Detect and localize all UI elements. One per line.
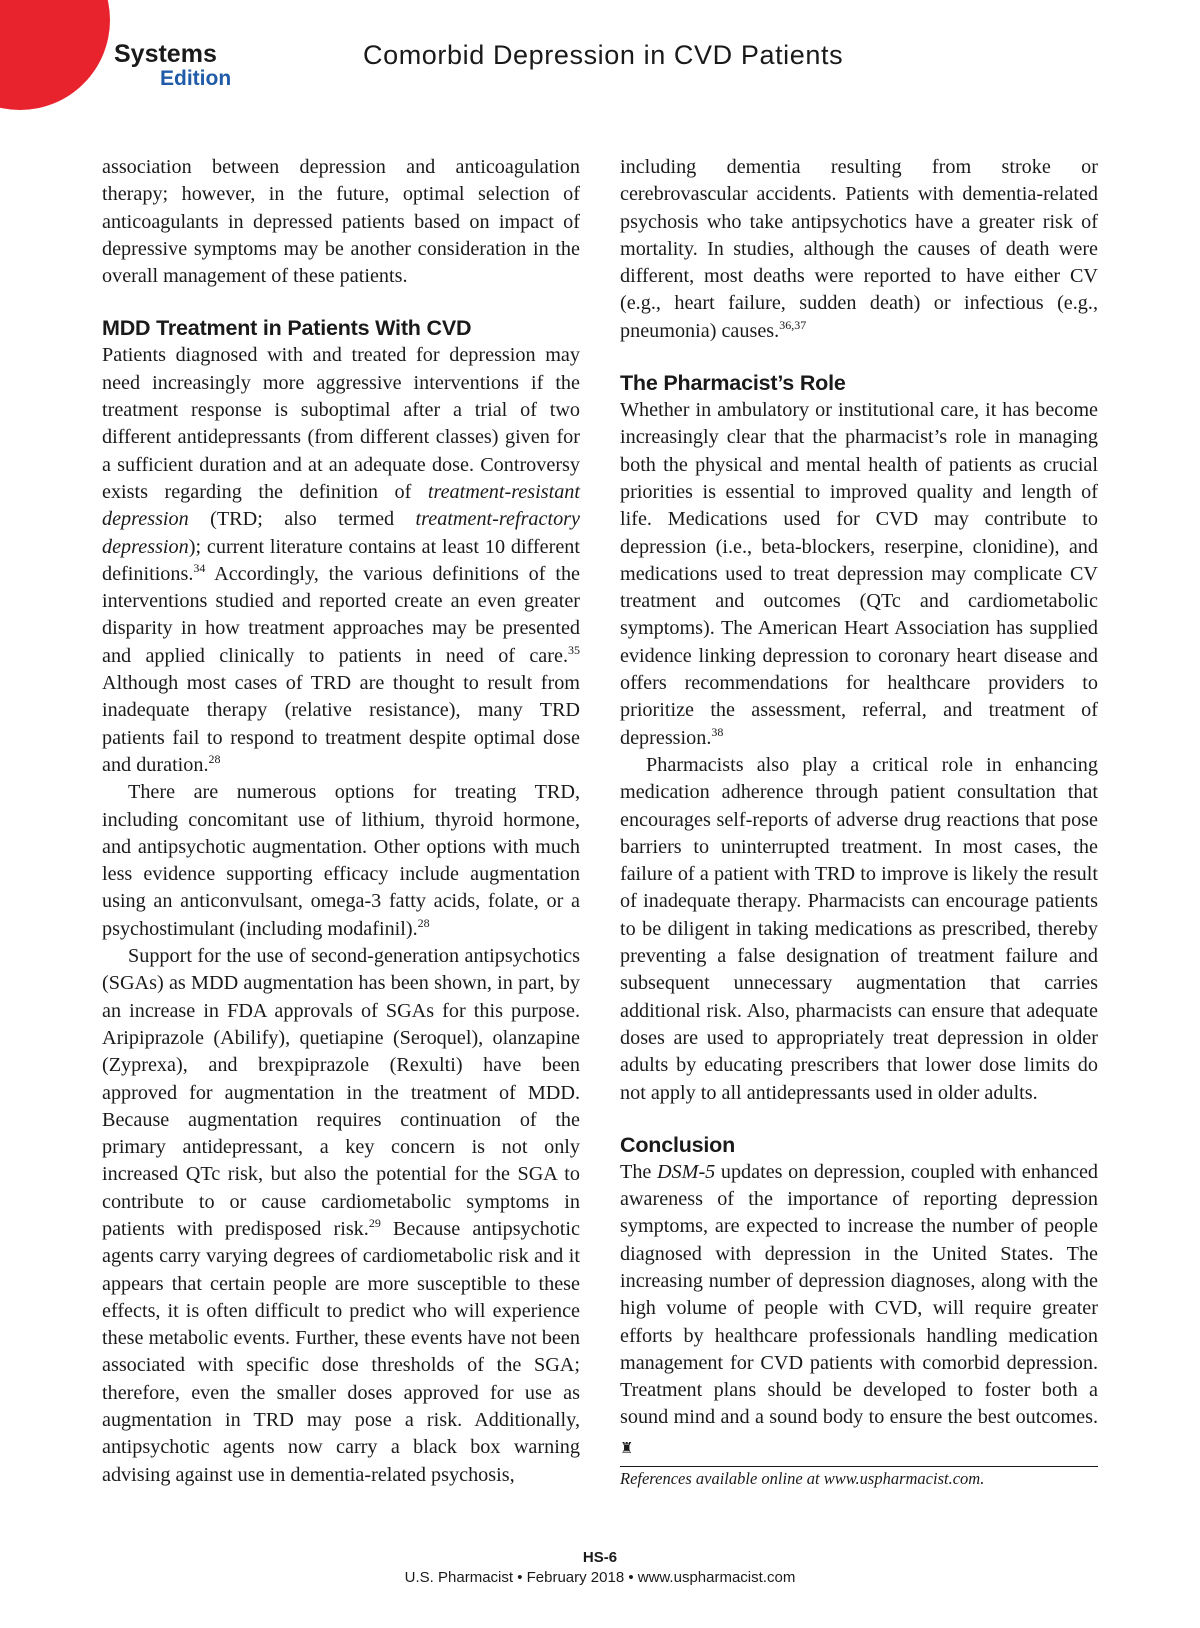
right-column — [620, 154, 1098, 1491]
paragraph-medication-adherence: Pharmacists also play a critical role in enhancing medication adherence through patient consultation that encourages self-reports of adverse drug reactions that pose barriers to uninterrupted treatment. In most cases, the failure of a patient with TRD to improve is likely the result of inadequate therapy. Pharmacists can encourage patients to be diligent in taking medications as prescribed, thereby preventing a false designation of treatment failure and subsequent unnecessary augmentation that carries additional risk. Also, pharmacists can ensure that adequate doses are used to appropriately treat depression in older adults by educating prescribers that lower dose limits do not apply to all antidepressants used in older adults. — [620, 753, 1098, 1104]
references-note: References available online at www.uspharmacist.com. — [620, 1466, 1098, 1491]
edition-line-edition: Edition — [160, 67, 232, 90]
edition-line-systems: Systems — [114, 40, 217, 68]
page-footer — [0, 1548, 1200, 1588]
systems-edition-logo — [114, 42, 231, 89]
publication-citation: U.S. Pharmacist • February 2018 • www.uspharmacist.com — [404, 1569, 796, 1586]
paragraph-trd-definition: Patients diagnosed with and treated for depression may need increasingly more aggressive interventions if the treatment response is suboptimal after a trial of two different antidepressants (from different classes) given for a sufficient duration and at an adequate dose. Controversy exists regarding the definition of treatment-resistant depression (TRD; also termed treatment-refractory depression); current literature contains at least 10 different definitions.$^{34}$ Accordingly, the various definitions of the interventions studied and reported create an even greater disparity in how treatment approaches may be presented and applied clinically to patients in need of care.$^{35}$ Although most cases of TRD are thought to result from inadequate therapy (relative resistance), many TRD patients fail to respond to treatment despite optimal dose and duration.$^{28}$ — [102, 344, 580, 776]
end-mark-icon: ♜ — [620, 1440, 634, 1457]
heading-mdd-treatment: MDD Treatment in Patients With CVD — [102, 316, 472, 341]
citation-sup: 35 — [568, 642, 580, 657]
corner-accent-circle — [0, 0, 110, 110]
paragraph-pharmacist-role: Whether in ambulatory or institutional care, it has become increasingly clear that the pharmacist’s role in managing both the physical and mental health of patients as crucial priorities is essential to improved quality and length of life. Medications used for CVD may contribute to depression (i.e., beta-blockers, reserpine, clonidine), and medications used to treat depression may complicate CV treatment and outcomes (QTc and cardiometabolic symptoms). The American Heart Association has supplied evidence linking depression to coronary heart disease and offers recommendations for healthcare providers to prioritize the assessment, referral, and treatment of depression.$^{38}$ — [620, 399, 1098, 749]
page-number: HS-6 — [582, 1549, 618, 1566]
paragraph-trd-options: There are numerous options for treating TRD, including concomitant use of lithium, thyroid hormone, and antipsychotic augmentation. Other options with much less evidence supporting efficacy include augmentation using an anticonvulsant, omega-3 fatty acids, folate, or a psychostimulant (including modafinil).$^{28}$ — [102, 781, 580, 940]
citation-sup: 28 — [417, 915, 430, 930]
paragraph-intro-continued: association between depression and anticoagulation therapy; however, in the future, optimal selection of anticoagulants in depressed patients based on impact of depressive symptoms may be another consideration in the overall management of these patients. — [102, 156, 580, 288]
citation-sup: 34 — [193, 560, 206, 575]
citation-sup: 36,37 — [779, 317, 807, 332]
left-column — [102, 154, 580, 1489]
citation-sup: 29 — [368, 1215, 381, 1230]
heading-conclusion: Conclusion — [620, 1132, 736, 1157]
citation-sup: 38 — [711, 724, 724, 739]
citation-sup: 28 — [208, 751, 221, 766]
paragraph-sga-augmentation: Support for the use of second-generation antipsychotics (SGAs) as MDD augmentation has been shown, in part, by an increase in FDA approvals of SGAs for this purpose. Aripiprazole (Abilify), quetiapine (Seroquel), olanzapine (Zyprexa), and brexpiprazole (Rexulti) have been approved for augmentation in the treatment of MDD. Because augmentation requires continuation of the primary antidepressant, a key concern is not only increased QTc risk, but also the potential for the SGA to contribute to or cause cardiometabolic symptoms in patients with predisposed risk.$^{29}$ Because antipsychotic agents carry varying degrees of cardiometabolic risk and it appears that certain people are more susceptible to these effects, it is often difficult to predict who will experience these metabolic events. Further, these events have not been associated with specific dose thresholds of the SGA; therefore, even the smaller doses approved for use as augmentation in TRD may pose a risk. Additionally, antipsychotic agents now carry a black box warning advising against use in dementia-related psychosis, — [102, 945, 580, 1486]
running-title: Comorbid Depression in CVD Patients — [363, 40, 844, 70]
paragraph-conclusion: The DSM-5 updates on depression, coupled with enhanced awareness of the importance of reporting depression symptoms, are expected to increase the number of people diagnosed with depression in the United States. The increasing number of depression diagnoses, along with the high volume of people with CVD, will require greater efforts by healthcare professionals handling medication management for CVD patients with comorbid depression. Treatment plans should be developed to foster both a sound mind and a sound body to ensure the best outcomes. ♜ — [620, 1160, 1098, 1457]
heading-pharmacists-role: The Pharmacist’s Role — [620, 371, 846, 396]
paragraph-dementia-continued: including dementia resulting from stroke or cerebrovascular accidents. Patients with dementia-related psychosis who take antipsychotics have a greater risk of mortality. In studies, although the causes of death were different, most deaths were reported to have either CV (e.g., heart failure, sudden death) or infectious (e.g., pneumonia) causes.$^{36,37}$ — [620, 156, 1098, 342]
